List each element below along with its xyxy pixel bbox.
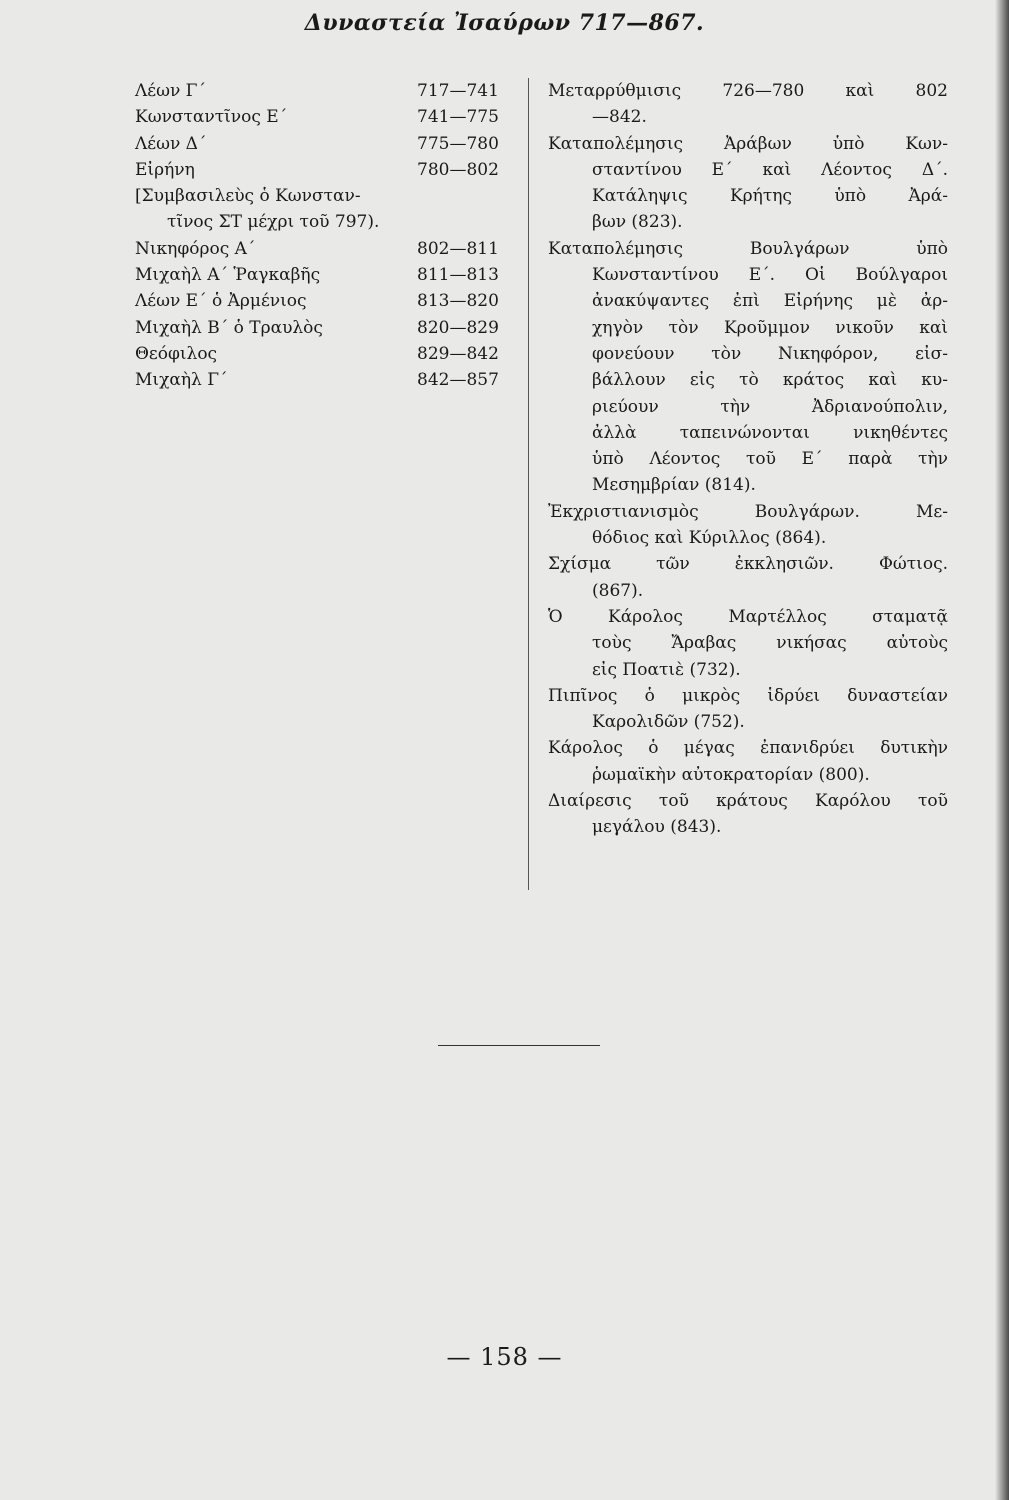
event-entry: Ὁ Κάρολος Μαρτέλλος σταματᾷ τοὺς Ἄραβας νικήσας αὐτοὺς εἰς Ποατιὲ (732). [548, 606, 948, 680]
co-emperor-note: [Συμβασιλεὺς ὁ Κωνσταν- [135, 186, 361, 207]
ruler-row: Μιχαὴλ Α΄ Ῥαγκαβῆς 811—813 [135, 265, 499, 286]
ruler-row: Λέων Δ΄ 775—780 [135, 133, 499, 154]
ruler-row: Εἰρήνη 780—802 [135, 159, 499, 180]
ruler-row: Μιχαὴλ Γ΄ 842—857 [135, 370, 499, 391]
event-entry: Κάρολος ὁ μέγας ἐπανιδρύει δυτικὴν ῥωμαϊκὴν αὐτοκρατορίαν (800). Διαίρεσις τοῦ κράτους Καρόλου τοῦ μεγάλου (843). [548, 738, 948, 838]
events-list [548, 78, 948, 841]
event-entry: Καταπολέμησις Ἀράβων ὑπὸ Κων- σταντίνου Ε΄ καὶ Λέοντος Δ΄. Κατάληψις Κρήτης ὑπὸ Ἀρά- βων (823). [548, 133, 948, 233]
ruler-row: Νικηφόρος Α΄ 802—811 [135, 238, 499, 259]
ruler-row: Κωνσταντῖνος Ε΄ 741—775 [135, 107, 499, 128]
rulers-list [135, 78, 515, 394]
event-entry: Μεταρρύθμισις 726—780 καὶ 802 —842. [548, 81, 948, 128]
ruler-row: Θεόφιλος 829—842 [135, 343, 499, 364]
section-divider [438, 1045, 600, 1046]
page-edge-shadow [995, 0, 1009, 1500]
event-entry: Σχίσμα τῶν ἐκκλησιῶν. Φώτιος. (867). [548, 554, 948, 601]
page-title: Δυναστεία Ἰσαύρων 717—867. [304, 10, 705, 36]
column-divider [528, 78, 529, 890]
page-number: — 158 — [446, 1343, 563, 1371]
ruler-row: Μιχαὴλ Β΄ ὁ Τραυλὸς 820—829 [135, 317, 499, 338]
event-entry: Ἐκχριστιανισμὸς Βουλγάρων. Με- θόδιος καὶ Κύριλλος (864). [548, 501, 948, 549]
event-entry: Καταπολέμησις Βουλγάρων ὑπὸ Κωνσταντίνου Ε΄. Οἱ Βούλγαροι ἀνακύψαντες ἐπὶ Εἰρήνης μὲ ἀρ- χηγὸν τὸν Κροῦμμον νικοῦν καὶ φονεύουν τὸν Νικηφόρον, εἰσ- βάλλουν εἰς τὸ κράτος καὶ κυ- ριεύουν τὴν Ἀδριανούπολιν, ἀλλὰ ταπεινώνονται νικηθέντες ὑπὸ Λέοντος τοῦ Ε΄ παρὰ τὴν Μεσημβρίαν (814). [548, 238, 948, 496]
event-entry: Πιπῖνος ὁ μικρὸς ἱδρύει δυναστείαν Καρολιδῶν (752). [548, 685, 948, 733]
ruler-row: Λέων Γ΄ 717—741 [135, 81, 499, 101]
ruler-row: Λέων Ε΄ ὁ Ἀρμένιος 813—820 [135, 291, 499, 312]
co-emperor-note-cont: τῖνος ΣΤ μέχρι τοῦ 797). [167, 212, 380, 233]
